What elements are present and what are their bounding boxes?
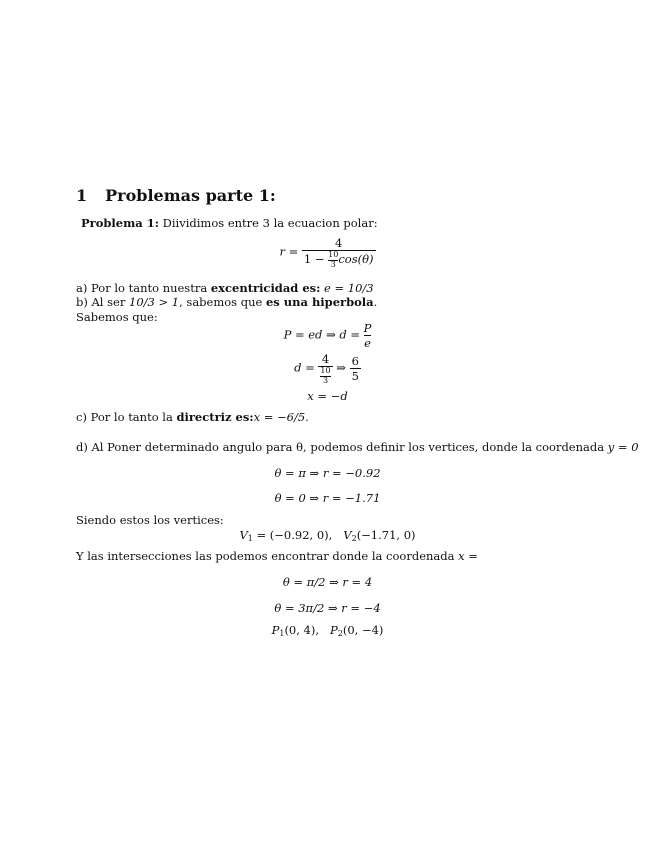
eq-d-result-den: 5 — [351, 369, 359, 384]
intersect-text-body: Y las intersecciones las podemos encontrar donde la coordenada — [76, 549, 459, 563]
problem-intro — [81, 216, 378, 230]
eq-theta-pi-text: θ = π ⇒ r = −0.92 — [274, 466, 381, 480]
part-a-math: e = 10/3 — [324, 281, 374, 295]
eq-d-small-frac — [320, 367, 330, 385]
p2-label: P — [329, 623, 338, 637]
equation-x — [0, 389, 655, 403]
eq-r-small-den: 3 — [328, 260, 338, 269]
intro-text: Diividimos entre 3 la ecuacion polar: — [162, 216, 378, 230]
eq-d-fraction — [318, 352, 332, 385]
part-d — [76, 440, 639, 454]
v1-sub: 1 — [247, 534, 253, 543]
intersect-text — [76, 549, 478, 563]
eq-theta-0-text: θ = 0 ⇒ r = −1.71 — [274, 491, 381, 505]
eq-r-den — [302, 250, 376, 269]
v2-label: V — [343, 528, 352, 542]
p1-label: P — [271, 623, 280, 637]
sabemos-text: Sabemos que: — [76, 310, 158, 324]
equation-theta-half — [0, 575, 655, 589]
part-a — [76, 281, 374, 295]
equation-theta-pi — [0, 466, 655, 480]
eq-P-fraction — [364, 321, 372, 350]
v1-value: = (−0.92, 0), — [256, 528, 333, 542]
eq-P-den: e — [364, 336, 371, 350]
equation-d — [0, 352, 655, 385]
intersect-text-math: x = — [458, 549, 478, 563]
eq-theta-3half-text: θ = 3π/2 ⇒ r = −4 — [274, 601, 381, 615]
part-a-bold: excentricidad es: — [210, 281, 321, 295]
part-d-math: y = 0 — [607, 440, 639, 454]
p2-value: (0, −4) — [342, 623, 384, 637]
problem-label: Problema 1: — [81, 216, 159, 230]
eq-r-small-frac — [328, 251, 338, 269]
equation-theta-0 — [0, 491, 655, 505]
eq-d-arrow: ⇒ — [336, 360, 346, 375]
eq-d-small-num: 10 — [320, 366, 331, 376]
equation-r — [0, 236, 655, 269]
part-c-post: . — [305, 410, 309, 424]
eq-x-text: x = −d — [307, 389, 348, 403]
eq-theta-half-text: θ = π/2 ⇒ r = 4 — [282, 575, 373, 589]
part-d-text: d) Al Poner determinado angulo para θ, podemos definir los vertices, donde la coordenada — [76, 440, 608, 454]
part-c-pre: c) Por lo tanto la — [76, 410, 177, 424]
vertices-line — [0, 528, 655, 543]
siendo-text: Siendo estos los vertices: — [76, 513, 224, 527]
section-heading — [76, 186, 276, 205]
eq-d-result-num: 6 — [351, 353, 359, 368]
equation-theta-3half — [0, 601, 655, 615]
eq-d-den — [318, 366, 332, 385]
v2-value: (−1.71, 0) — [356, 528, 416, 542]
part-b-pre: b) Al ser — [76, 295, 130, 309]
part-b-post: . — [373, 295, 378, 309]
eq-P-num: P — [363, 321, 372, 335]
p1-value: (0, 4), — [284, 623, 320, 637]
eq-d-small-den: 3 — [320, 376, 330, 385]
section-number: 1 — [76, 186, 88, 205]
p1-sub: 1 — [279, 629, 285, 638]
eq-r-den-a: 1 − — [303, 252, 325, 267]
part-a-pre: a) Por lo tanto nuestra — [76, 281, 211, 295]
part-b-mid: , sabemos que — [179, 295, 266, 309]
part-b — [76, 295, 377, 309]
eq-P-lhs: P = ed ⇒ d = — [283, 327, 361, 342]
eq-r-num: 4 — [335, 236, 343, 250]
eq-d-result — [350, 354, 361, 384]
part-b-math: 10/3 > 1 — [129, 295, 180, 309]
v2-sub: 2 — [351, 534, 357, 543]
eq-d-num: 4 — [321, 352, 330, 366]
part-c-bold: directriz es: — [176, 410, 254, 424]
points-line — [0, 623, 655, 638]
eq-r-small-num: 10 — [328, 250, 339, 260]
part-c-math: x = −6/5 — [253, 410, 306, 424]
section-title: Problemas parte 1: — [105, 186, 276, 205]
p2-sub: 2 — [337, 629, 343, 638]
equation-P — [0, 321, 655, 350]
part-b-bold: es una hiperbola — [265, 295, 374, 309]
eq-r-lhs: r = — [279, 244, 299, 259]
eq-d-lhs: d = — [294, 360, 315, 375]
eq-r-fraction — [302, 236, 376, 269]
eq-r-den-b: cos(θ) — [338, 252, 374, 267]
v1-label: V — [239, 528, 248, 542]
part-c — [76, 410, 309, 424]
